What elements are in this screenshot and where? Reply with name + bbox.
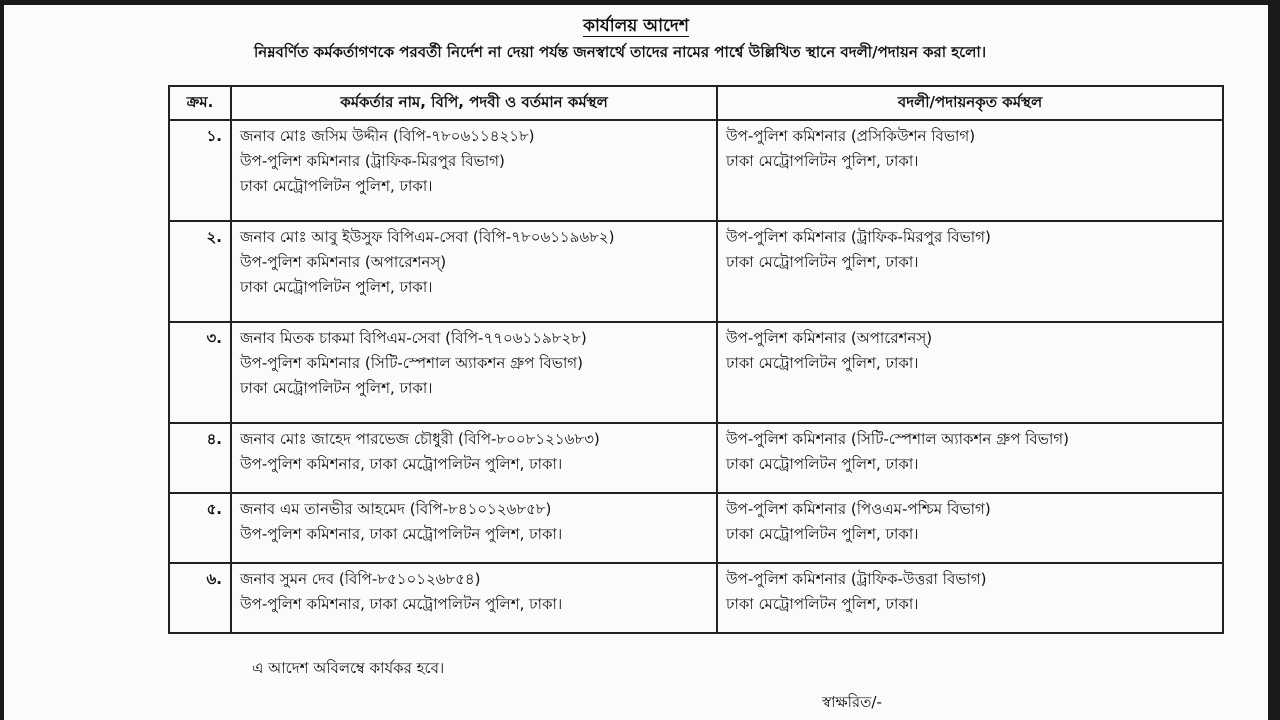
signature: স্বাক্ষরিত/- (822, 693, 882, 711)
new-line: ঢাকা মেট্রোপলিটন পুলিশ, ঢাকা। (726, 354, 919, 372)
current-posting-cell (231, 120, 717, 221)
new-posting-cell (717, 322, 1223, 423)
current-line: উপ-পুলিশ কমিশনার, ঢাকা মেট্রোপলিটন পুলিশ, ঢাকা। (240, 455, 563, 473)
new-posting-cell (717, 120, 1223, 221)
current-posting-cell (231, 322, 717, 423)
table-row (169, 563, 1223, 633)
new-line: উপ-পুলিশ কমিশনার (অপারেশনস্) (726, 329, 933, 347)
transfer-table (168, 85, 1224, 634)
new-posting-cell (717, 493, 1223, 563)
serial-cell (169, 322, 231, 423)
table-row (169, 120, 1223, 221)
serial-cell (169, 120, 231, 221)
current-line: উপ-পুলিশ কমিশনার (সিটি-স্পেশাল অ্যাকশন গ্রুপ বিভাগ) (240, 354, 583, 372)
new-line: ঢাকা মেট্রোপলিটন পুলিশ, ঢাকা। (726, 152, 919, 170)
footer-note: এ আদেশ অবিলম্বে কার্যকর হবে। (252, 659, 445, 677)
serial-cell (169, 563, 231, 633)
current-posting-cell (231, 563, 717, 633)
new-posting-cell (717, 563, 1223, 633)
current-line: উপ-পুলিশ কমিশনার, ঢাকা মেট্রোপলিটন পুলিশ, ঢাকা। (240, 525, 563, 543)
header-new: বদলী/পদায়নকৃত কর্মস্থল (717, 86, 1223, 120)
new-line: ঢাকা মেট্রোপলিটন পুলিশ, ঢাকা। (726, 455, 919, 473)
table-row (169, 423, 1223, 493)
table-row (169, 221, 1223, 322)
serial-number: ৩. (206, 329, 222, 347)
serial-number: ৫. (206, 500, 222, 518)
current-line: উপ-পুলিশ কমিশনার (অপারেশনস্) (240, 253, 447, 271)
current-line: জনাব সুমন দেব (বিপি-৮৫১০১২৬৮৫৪) (240, 570, 481, 588)
new-line: ঢাকা মেট্রোপলিটন পুলিশ, ঢাকা। (726, 595, 919, 613)
serial-number: ৬. (206, 570, 222, 588)
new-line: উপ-পুলিশ কমিশনার (পিওএম-পশ্চিম বিভাগ) (726, 500, 991, 518)
serial-cell (169, 493, 231, 563)
new-line: ঢাকা মেট্রোপলিটন পুলিশ, ঢাকা। (726, 525, 919, 543)
current-line: জনাব মোঃ জাহেদ পারভেজ চৌধুরী (বিপি-৮০০৮১২১৬৮৩) (240, 430, 600, 448)
current-posting-cell (231, 423, 717, 493)
table-header (169, 86, 1223, 120)
current-line: উপ-পুলিশ কমিশনার, ঢাকা মেট্রোপলিটন পুলিশ, ঢাকা। (240, 595, 563, 613)
serial-number: ৪. (206, 430, 222, 448)
current-line: ঢাকা মেট্রোপলিটন পুলিশ, ঢাকা। (240, 379, 433, 397)
table-row (169, 493, 1223, 563)
new-line: উপ-পুলিশ কমিশনার (সিটি-স্পেশাল অ্যাকশন গ্রুপ বিভাগ) (726, 430, 1069, 448)
current-line: উপ-পুলিশ কমিশনার (ট্রাফিক-মিরপুর বিভাগ) (240, 152, 505, 170)
intro-text: নিম্নবর্ণিত কর্মকর্তাগণকে পরবর্তী নির্দেশ না দেয়া পর্যন্ত জনস্বার্থে তাদের নামের পার্শ্বে উল্লিখিত স্থানে বদলী/পদায়ন করা হলো। (254, 43, 987, 61)
document-page (4, 5, 1268, 720)
header-serial: ক্রম. (169, 86, 231, 120)
new-posting-cell (717, 221, 1223, 322)
table-row (169, 322, 1223, 423)
serial-cell (169, 423, 231, 493)
current-line: ঢাকা মেট্রোপলিটন পুলিশ, ঢাকা। (240, 177, 433, 195)
current-posting-cell (231, 493, 717, 563)
current-line: জনাব মোঃ আবু ইউসুফ বিপিএম-সেবা (বিপি-৭৮০৬১১৯৬৮২) (240, 228, 615, 246)
serial-number: ২. (206, 228, 222, 246)
current-line: জনাব মিতক চাকমা বিপিএম-সেবা (বিপি-৭৭০৬১১৯৮২৮) (240, 329, 587, 347)
current-line: জনাব এম তানভীর আহমেদ (বিপি-৮৪১০১২৬৮৫৮) (240, 500, 552, 518)
serial-number: ১. (206, 127, 222, 145)
new-line: উপ-পুলিশ কমিশনার (প্রসিকিউশন বিভাগ) (726, 127, 976, 145)
header-current: কর্মকর্তার নাম, বিপি, পদবী ও বর্তমান কর্মস্থল (231, 86, 717, 120)
new-posting-cell (717, 423, 1223, 493)
new-line: উপ-পুলিশ কমিশনার (ট্রাফিক-উত্তরা বিভাগ) (726, 570, 987, 588)
new-line: ঢাকা মেট্রোপলিটন পুলিশ, ঢাকা। (726, 253, 919, 271)
serial-cell (169, 221, 231, 322)
new-line: উপ-পুলিশ কমিশনার (ট্রাফিক-মিরপুর বিভাগ) (726, 228, 991, 246)
document-title: কার্যালয় আদেশ (583, 16, 689, 36)
current-posting-cell (231, 221, 717, 322)
current-line: জনাব মোঃ জসিম উদ্দীন (বিপি-৭৮০৬১১৪২১৮) (240, 127, 535, 145)
current-line: ঢাকা মেট্রোপলিটন পুলিশ, ঢাকা। (240, 278, 433, 296)
